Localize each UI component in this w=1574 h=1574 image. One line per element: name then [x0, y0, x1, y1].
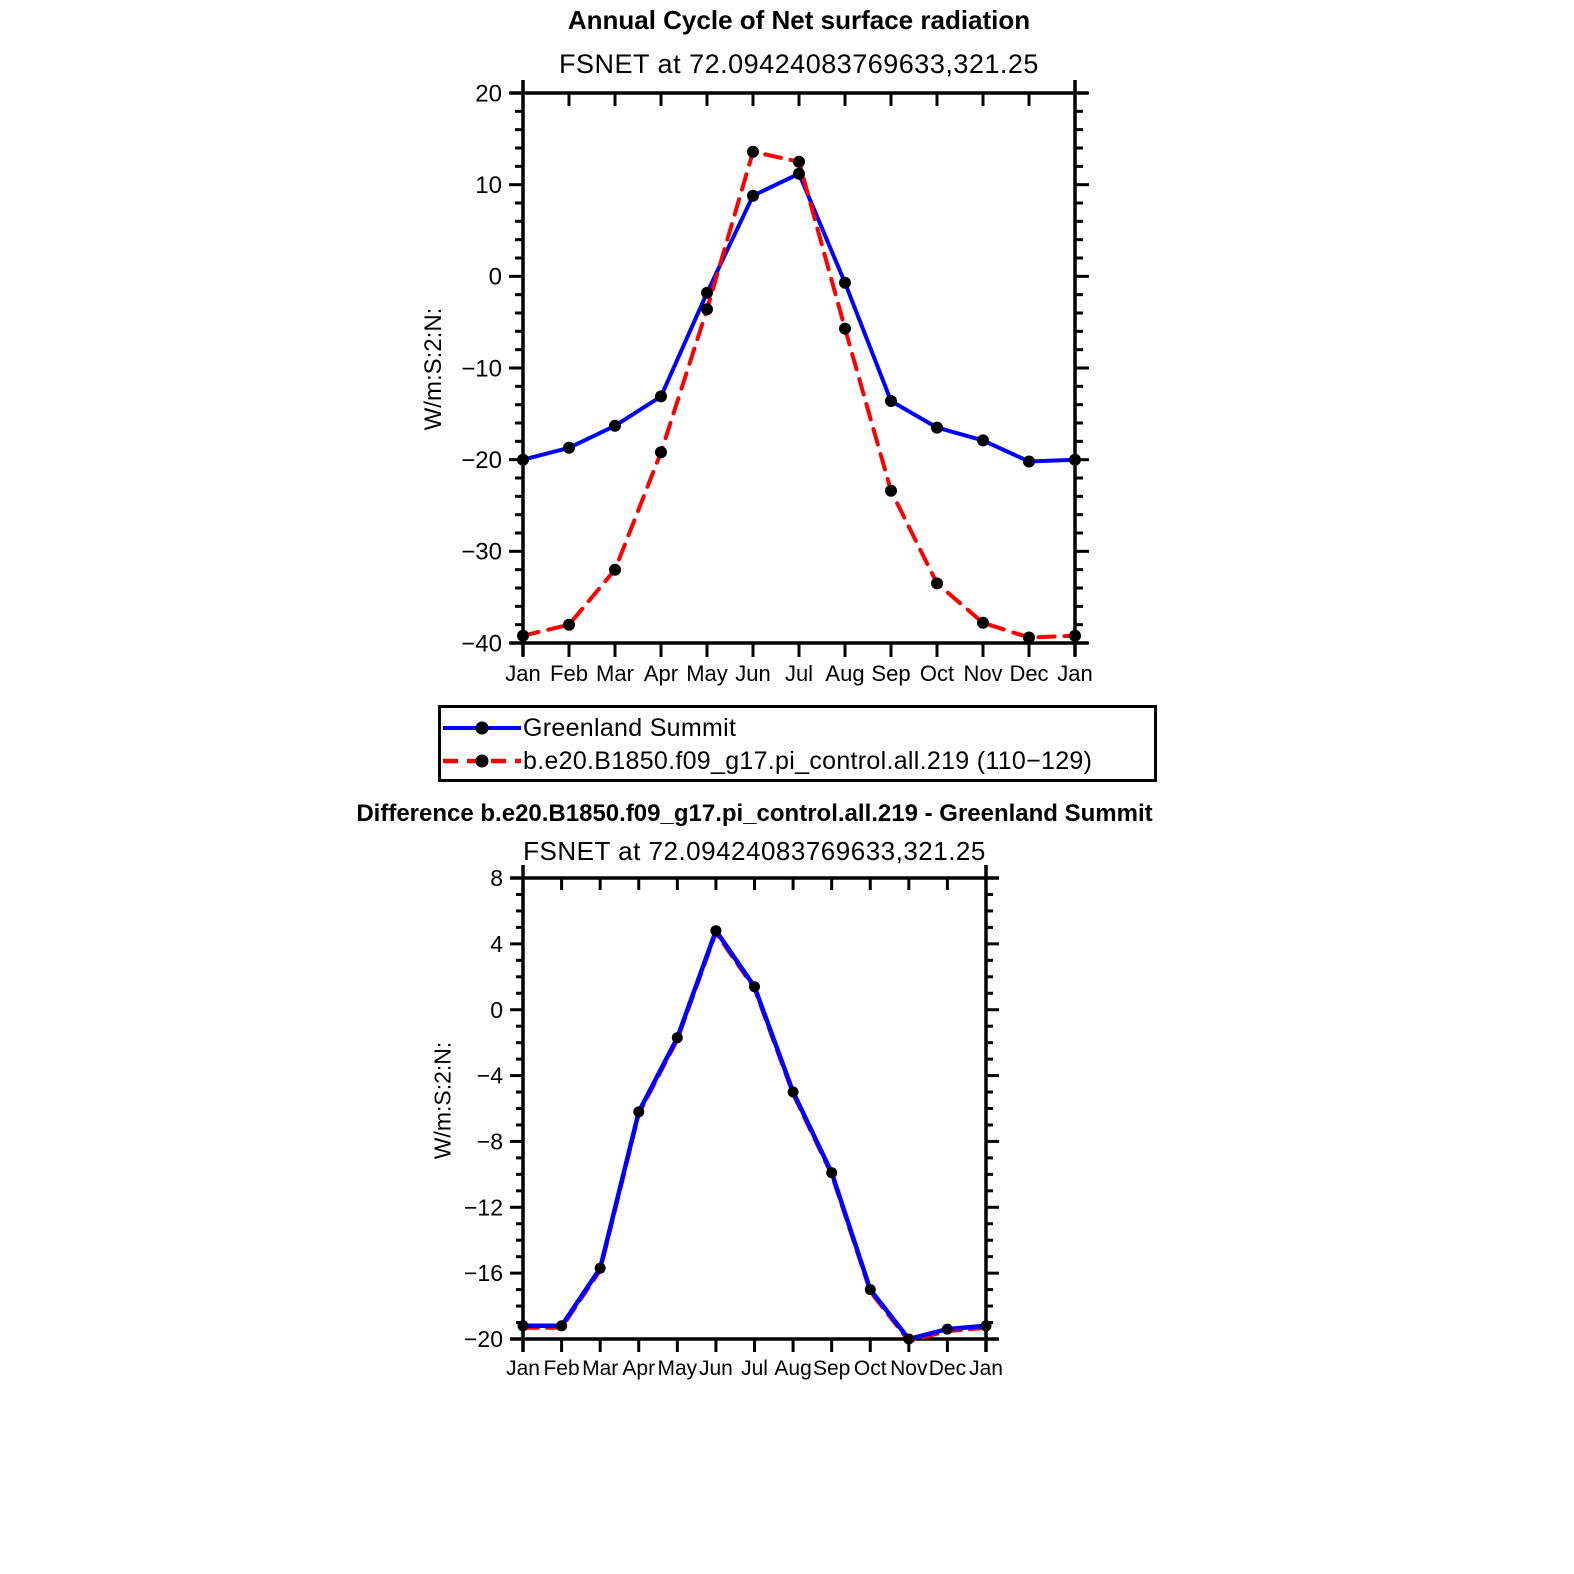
top-chart-y-axis-label: W/m:S:2:N:: [420, 307, 447, 431]
x-tick-label: Jan: [505, 661, 541, 686]
legend-marker-dot-icon: [476, 722, 489, 735]
bottom-chart-y-axis-label: W/m:S:2:N:: [429, 1041, 456, 1160]
data-point-marker: [865, 1284, 876, 1295]
y-tick-label: −30: [461, 538, 502, 566]
data-point-marker: [655, 390, 667, 402]
y-tick-label: −10: [461, 355, 502, 383]
series-line-0: [523, 174, 1075, 462]
data-point-marker: [517, 454, 529, 466]
data-point-marker: [1069, 454, 1081, 466]
y-tick-label: −16: [463, 1260, 503, 1287]
bottom-series: [523, 931, 986, 1341]
x-tick-label: Sep: [871, 661, 911, 686]
legend-label-model: b.e20.B1850.f09_g17.pi_control.all.219 (110−129): [523, 746, 1093, 775]
x-tick-label: Aug: [825, 661, 865, 686]
data-point-marker: [1069, 630, 1081, 642]
top-series: [523, 152, 1075, 638]
legend-label-observation: Greenland Summit: [523, 713, 737, 742]
data-point-marker: [595, 1263, 606, 1274]
data-point-marker: [977, 434, 989, 446]
x-tick-label: Oct: [919, 661, 955, 686]
bottom-chart-subtitle: FSNET at 72.09424083769633,321.25: [523, 836, 986, 866]
data-point-marker: [793, 156, 805, 168]
data-point-marker: [885, 485, 897, 497]
x-tick-label: Feb: [550, 661, 588, 686]
x-tick-label: Jan: [1057, 661, 1093, 686]
y-tick-label: −8: [476, 1128, 503, 1155]
x-tick-label: May: [686, 661, 728, 686]
x-tick-label: Mar: [596, 661, 634, 686]
data-point-marker: [609, 564, 621, 576]
data-point-marker: [885, 395, 897, 407]
data-point-marker: [633, 1106, 644, 1117]
data-point-marker: [839, 277, 851, 289]
data-point-marker: [1023, 632, 1035, 644]
data-point-marker: [1023, 456, 1035, 468]
top-y-tick-labels: [461, 80, 502, 657]
data-point-marker: [788, 1087, 799, 1098]
x-tick-label: Jun: [698, 1357, 733, 1380]
data-point-marker: [942, 1324, 953, 1335]
bottom-y-tick-labels: [464, 865, 503, 1352]
data-point-marker: [517, 630, 529, 642]
legend-item-model: [443, 748, 1092, 774]
top-chart-title: Annual Cycle of Net surface radiation: [567, 5, 1031, 35]
x-tick-label: Jan: [506, 1357, 540, 1380]
data-point-marker: [747, 190, 759, 202]
data-point-marker: [563, 619, 575, 631]
y-tick-label: 8: [490, 865, 503, 892]
y-tick-label: 0: [490, 996, 503, 1023]
data-point-marker: [931, 422, 943, 434]
x-tick-label: Sep: [812, 1357, 851, 1380]
y-tick-label: 4: [490, 930, 503, 957]
bottom-x-tick-labels: [506, 1357, 1003, 1380]
data-point-marker: [903, 1334, 914, 1345]
x-tick-label: Jul: [741, 1357, 768, 1380]
y-tick-label: 10: [475, 172, 502, 200]
y-tick-label: −4: [476, 1062, 503, 1089]
x-tick-label: May: [657, 1357, 698, 1380]
data-point-marker: [672, 1032, 683, 1043]
data-point-marker: [556, 1320, 567, 1331]
data-point-marker: [710, 925, 721, 936]
y-tick-label: 0: [488, 263, 502, 291]
data-point-marker: [749, 981, 760, 992]
y-tick-label: −20: [463, 1326, 503, 1353]
legend-marker-dot-icon: [476, 755, 489, 768]
data-point-marker: [701, 303, 713, 315]
x-tick-label: Apr: [622, 1357, 656, 1380]
data-point-marker: [609, 420, 621, 432]
legend-box: [438, 705, 1157, 782]
data-point-marker: [701, 287, 713, 299]
y-tick-label: −40: [461, 630, 502, 658]
data-point-marker: [826, 1167, 837, 1178]
bottom-chart-title: Difference b.e20.B1850.f09_g17.pi_control.all.219 - Greenland Summit: [356, 800, 1153, 827]
data-point-marker: [977, 617, 989, 629]
data-point-marker: [747, 146, 759, 158]
x-tick-label: Nov: [890, 1357, 928, 1380]
x-tick-label: Jul: [784, 661, 814, 686]
top-markers: [517, 146, 1081, 644]
x-tick-label: Dec: [928, 1357, 967, 1380]
x-tick-label: Apr: [643, 661, 679, 686]
data-point-marker: [981, 1320, 992, 1331]
x-tick-label: Aug: [774, 1357, 812, 1380]
top-chart: [461, 80, 1092, 686]
bottom-chart: [464, 865, 1003, 1380]
data-point-marker: [931, 577, 943, 589]
data-point-marker: [839, 323, 851, 335]
x-tick-label: Oct: [853, 1357, 887, 1380]
top-x-tick-labels: [505, 661, 1092, 686]
legend-dashed-line-sample: [443, 750, 523, 772]
y-tick-label: 20: [475, 80, 502, 108]
data-point-marker: [563, 442, 575, 454]
x-tick-label: Jan: [969, 1357, 1003, 1380]
x-tick-label: Feb: [543, 1357, 580, 1380]
series-line-1: [523, 152, 1075, 638]
data-point-marker: [793, 168, 805, 180]
x-tick-label: Dec: [1009, 661, 1049, 686]
data-point-marker: [655, 446, 667, 458]
x-tick-label: Jun: [735, 661, 771, 686]
y-tick-label: −12: [463, 1194, 503, 1221]
x-tick-label: Mar: [582, 1357, 619, 1380]
bottom-y-ticks: [510, 878, 999, 1339]
bottom-axes: [510, 865, 999, 1352]
legend-solid-line-sample: [443, 717, 523, 739]
y-tick-label: −20: [461, 447, 502, 475]
x-tick-label: Nov: [963, 661, 1003, 686]
top-chart-subtitle: FSNET at 72.09424083769633,321.25: [559, 49, 1039, 79]
data-point-marker: [518, 1320, 529, 1331]
legend-item-observation: [443, 715, 736, 741]
